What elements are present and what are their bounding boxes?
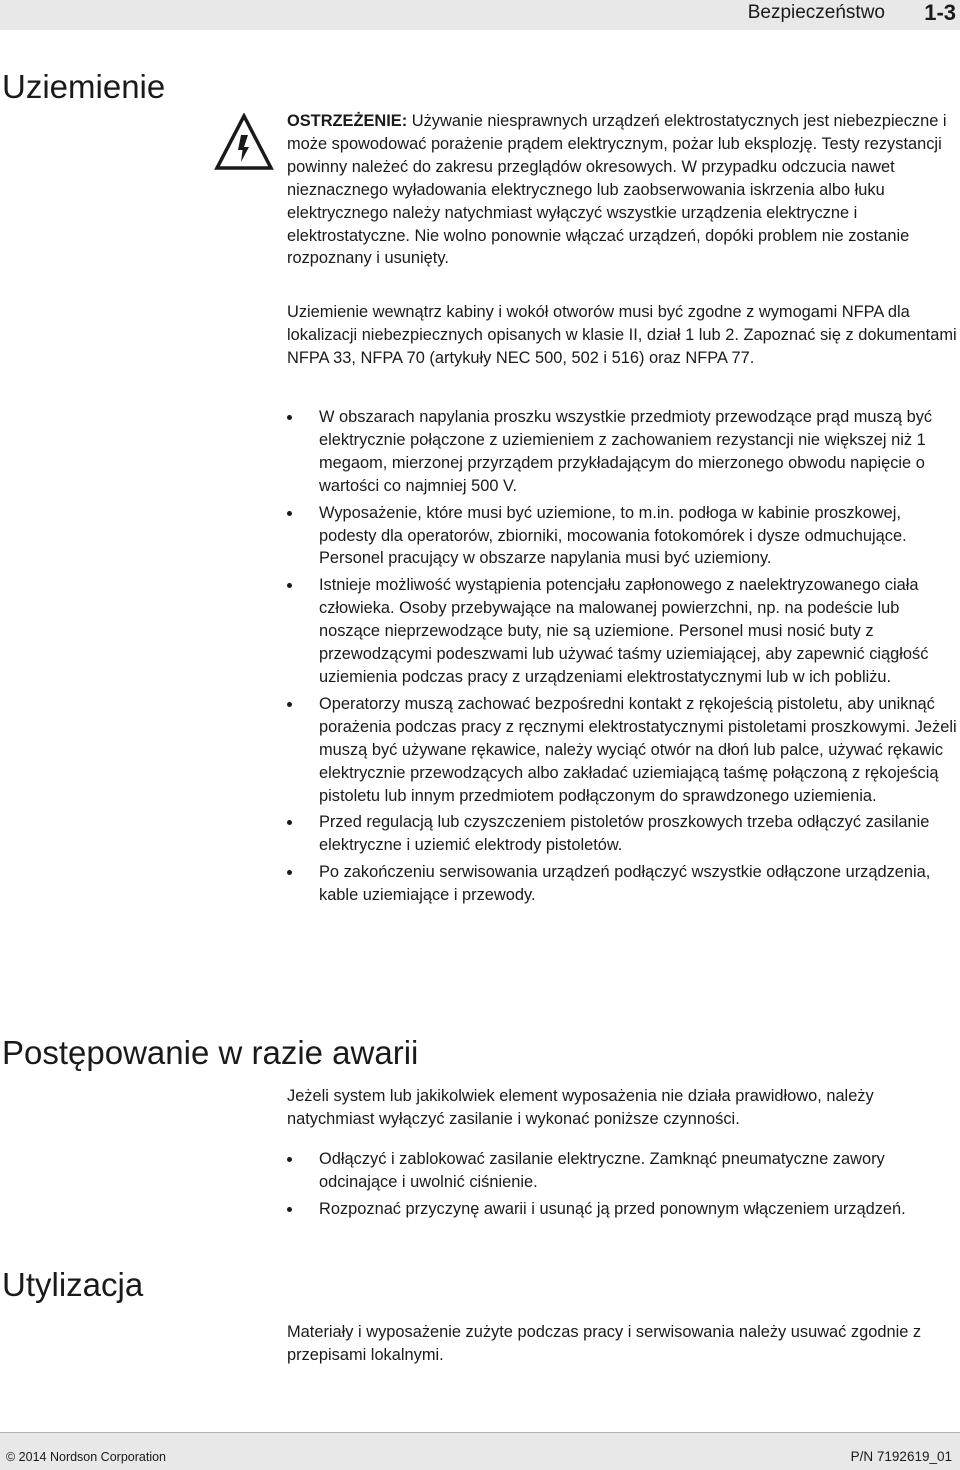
list-item xyxy=(287,406,957,498)
list-item-text: Rozpoznać przyczynę awarii i usunąć ją przed ponownym włączeniem urządzeń. xyxy=(319,1199,906,1218)
page-header xyxy=(0,0,960,30)
section-heading-emergency: Postępowanie w razie awarii xyxy=(2,1034,419,1071)
bullet-icon xyxy=(287,1207,292,1212)
list-item xyxy=(287,1198,957,1221)
list-item xyxy=(287,502,957,571)
warning-label: OSTRZEŻENIE: xyxy=(287,112,408,130)
section-heading-disposal: Utylizacja xyxy=(2,1266,144,1303)
list-item-text: Wyposażenie, które musi być uziemione, to m.in. podłoga w kabinie proszkowej, podesty dla operatorów, zbiorniki, mocowania fotokomórek i dysze odmuchujące. Personel pracujący w obszarze napylania musi być uziemiony. xyxy=(319,503,907,568)
list-item-text: Istnieje możliwość wystąpienia potencjału zapłonowego z naelektryzowanego ciała człowieka. Osoby przebywające na malowanej powierzchni, np. na podeście lub noszące nieprzewodzące buty, nie są uziemione. Personel musi nosić buty z przewodzącymi podeszwami lub używać taśmy uziemiającej, aby zapewnić ciągłość uziemienia podczas pracy z urządzeniami elektrostatycznymi lub w ich pobliżu. xyxy=(319,576,929,686)
list-item-text: Przed regulacją lub czyszczeniem pistoletów proszkowych trzeba odłączyć zasilanie elektryczne i uziemić elektrody pistoletów. xyxy=(319,813,930,855)
bullet-icon xyxy=(287,870,292,875)
bullet-icon xyxy=(287,1157,292,1162)
footer-copyright: © 2014 Nordson Corporation xyxy=(6,1450,166,1464)
list-item-text: Odłączyć i zablokować zasilanie elektryczne. Zamknąć pneumatyczne zawory odcinające i uwolnić ciśnienie. xyxy=(319,1150,885,1191)
bullet-icon xyxy=(287,702,292,707)
emergency-paragraph: Jeżeli system lub jakikolwiek element wyposażenia nie działa prawidłowo, należy natychmiast wyłączyć zasilanie i wykonać poniższe czynności. xyxy=(287,1087,874,1128)
bullet-icon xyxy=(287,820,292,825)
emergency-bullet-list xyxy=(287,1148,957,1225)
list-item xyxy=(287,1148,957,1194)
list-item xyxy=(287,574,957,689)
bullet-icon xyxy=(287,583,292,588)
warning-block xyxy=(287,110,957,270)
page-number: 1-3 xyxy=(924,0,956,25)
list-item-text: Po zakończeniu serwisowania urządzeń podłączyć wszystkie odłączone urządzenia, kable uziemiające i przewody. xyxy=(319,863,931,905)
chapter-title: Bezpieczeństwo xyxy=(747,2,885,23)
page-footer xyxy=(0,1432,960,1470)
section-heading-grounding: Uziemienie xyxy=(2,68,166,105)
grounding-bullet-list xyxy=(287,406,957,911)
bullet-icon xyxy=(287,511,292,516)
grounding-paragraph: Uziemienie wewnątrz kabiny i wokół otworów musi być zgodne z wymogami NFPA dla lokalizacji niebezpiecznych opisanych w klasie II, dział 1 lub 2. Zapoznać się z dokumentami NFPA 33, NFPA 70 (artykuły NEC 500, 502 i 516) oraz NFPA 77. xyxy=(287,303,957,367)
list-item xyxy=(287,693,957,808)
list-item xyxy=(287,861,957,907)
list-item xyxy=(287,811,957,857)
bullet-icon xyxy=(287,415,292,420)
warning-text: Używanie niesprawnych urządzeń elektrostatycznych jest niebezpieczne i może spowodować porażenie prądem elektrycznym, pożar lub eksplozję. Testy rezystancji powinny należeć do zakresu przeglądów okresowych. W przypadku odczucia nawet nieznacznego wyładowania elektrycznego lub zaobserwowania iskrzenia albo łuku elektrycznego należy natychmiast wyłączyć wszystkie urządzenia elektryczne i elektrostatyczne. Nie wolno ponownie włączać urządzeń, dopóki problem nie zostanie rozpoznany i usunięty. xyxy=(287,112,947,268)
footer-part-number: P/N 7192619_01 xyxy=(850,1449,952,1464)
disposal-paragraph: Materiały i wyposażenie zużyte podczas pracy i serwisowania należy usuwać zgodnie z przepisami lokalnymi. xyxy=(287,1323,922,1364)
warning-triangle-lightning-icon xyxy=(214,113,274,171)
list-item-text: Operatorzy muszą zachować bezpośredni kontakt z rękojeścią pistoletu, aby uniknąć porażenia podczas pracy z ręcznymi elektrostatycznymi pistoletami proszkowymi. Jeżeli muszą być używane rękawice, należy wyciąć otwór na dłoń lub palce, używać rękawic elektrycznie przewodzących albo zakładać uziemiającą taśmę połączoną z rękojeścią pistoletu lub innym przedmiotem podłączonym do sprawdzonego uziemienia. xyxy=(319,694,957,805)
list-item-text: W obszarach napylania proszku wszystkie przedmioty przewodzące prąd muszą być elektrycznie połączone z uziemieniem z zachowaniem rezystancji nie większej niż 1 megaom, mierzonej przyrządem przykładającym do mierzonego obwodu napięcie o wartości co najmniej 500 V. xyxy=(319,408,933,495)
